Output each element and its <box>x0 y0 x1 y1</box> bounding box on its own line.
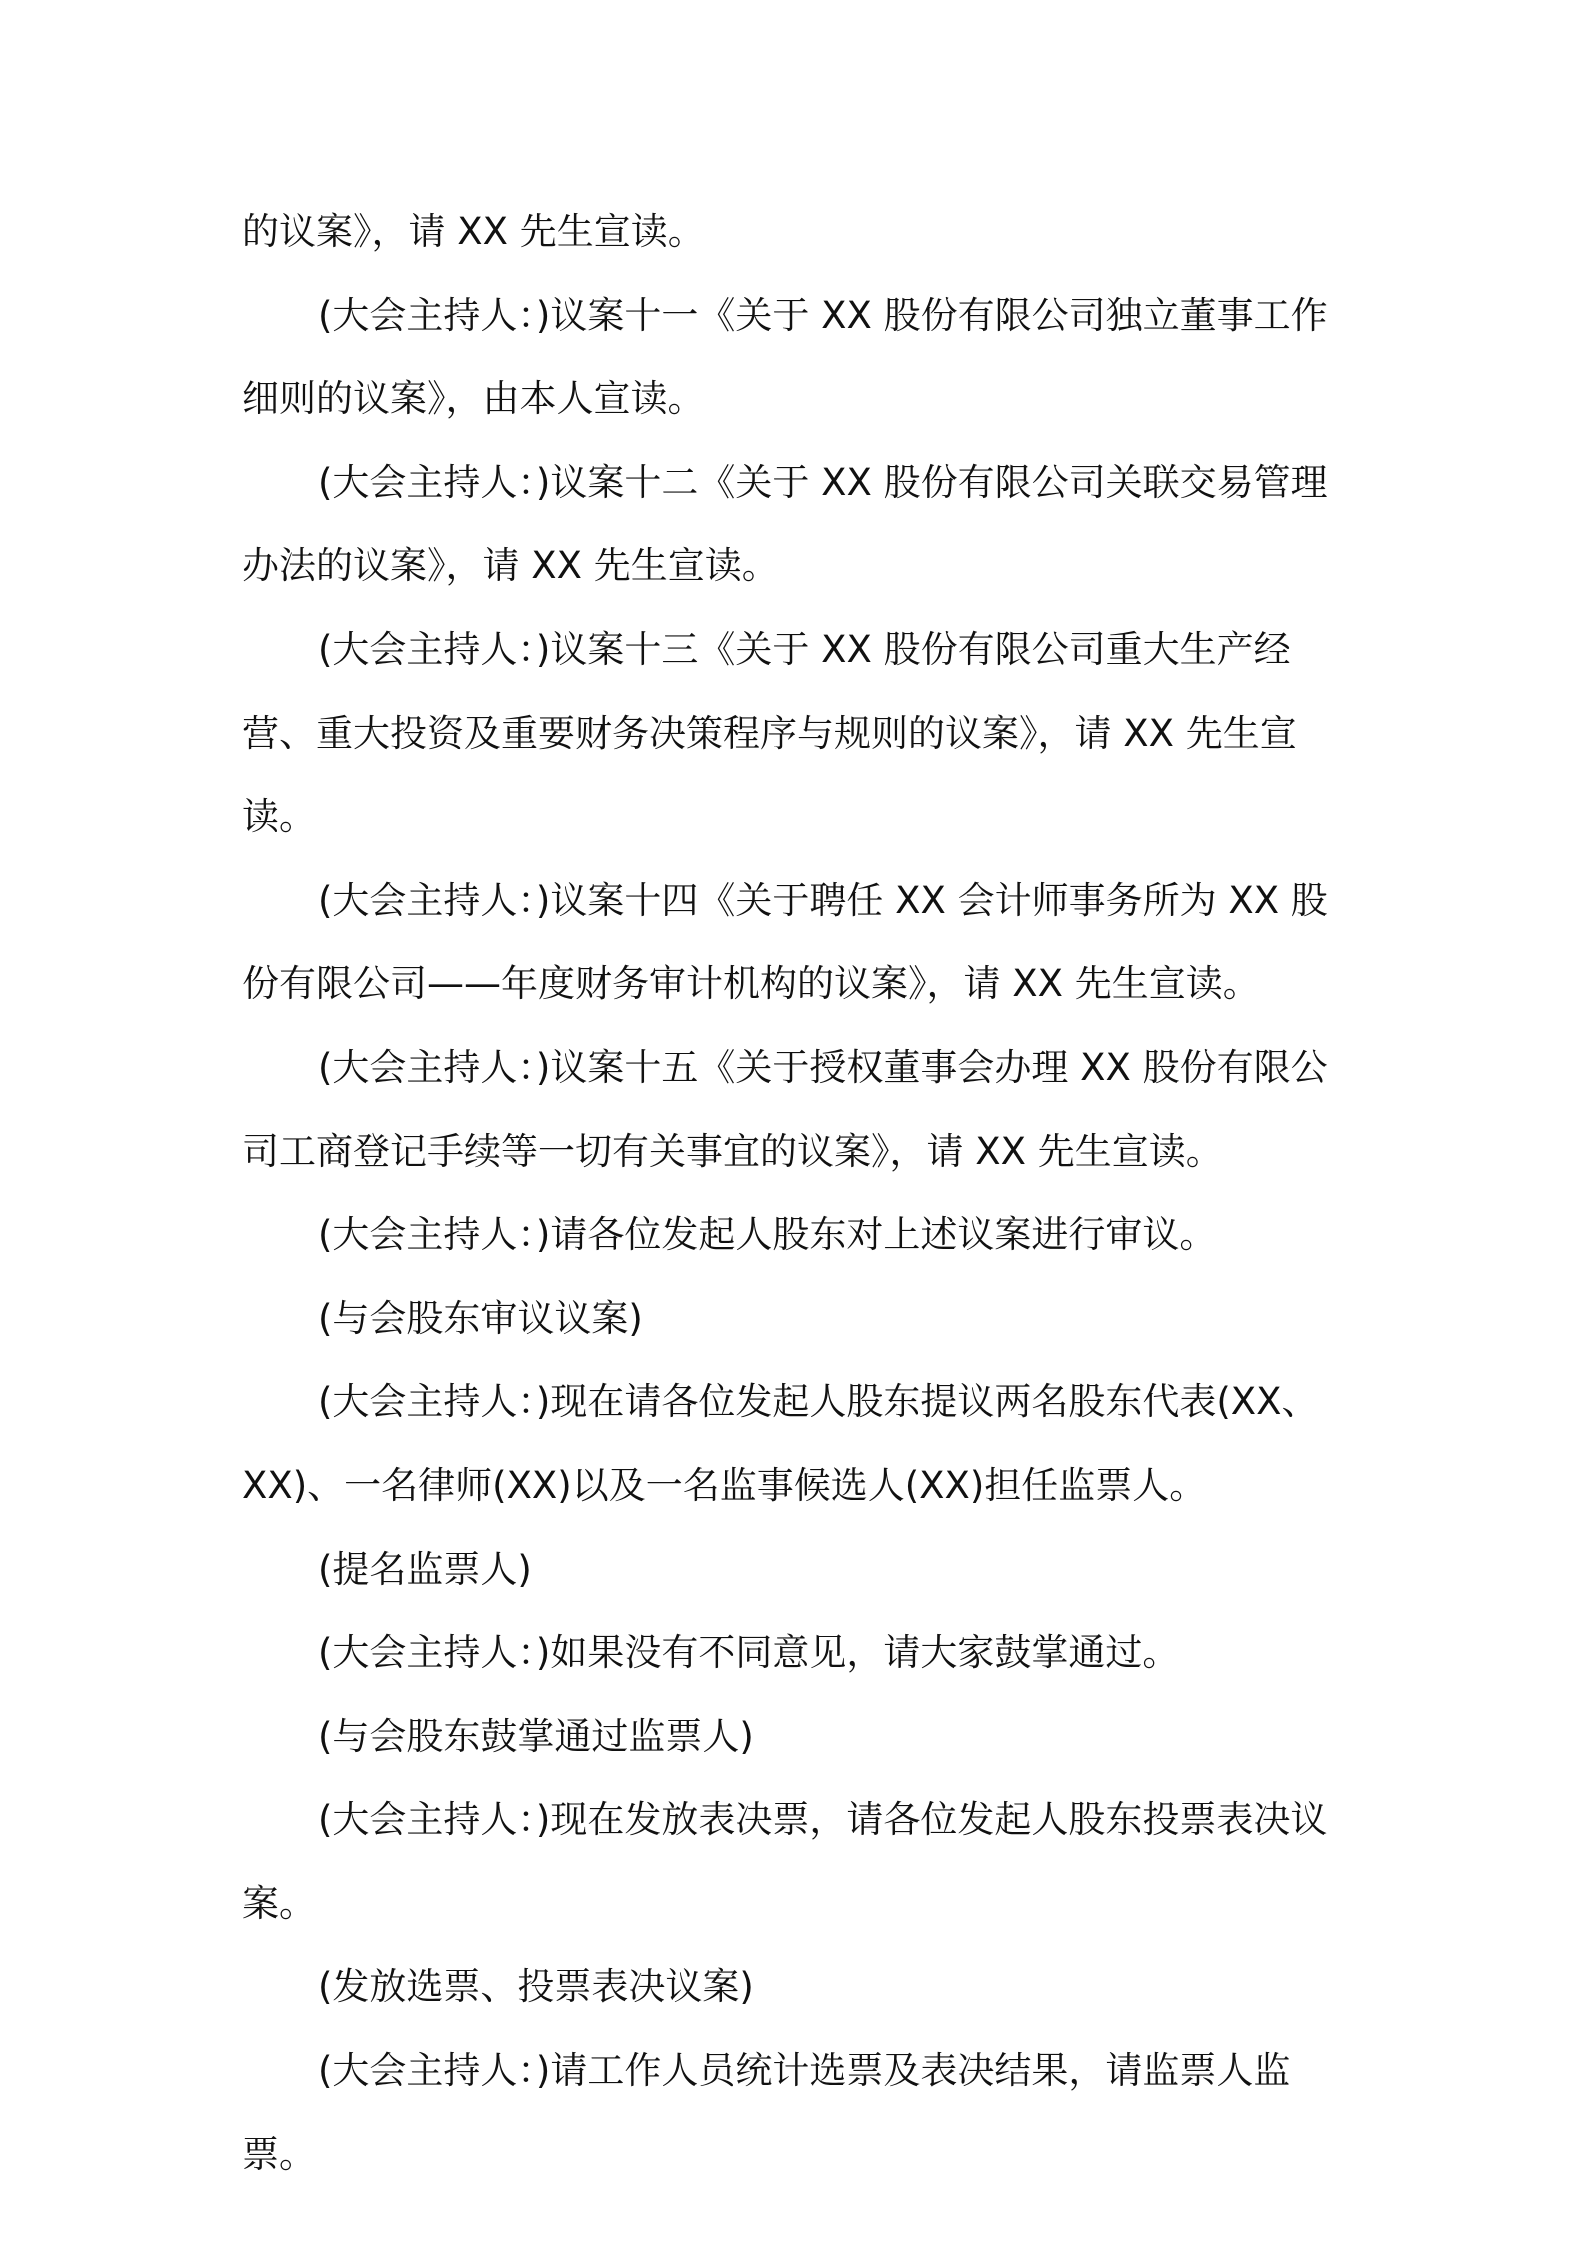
document-body <box>242 190 1362 2196</box>
paragraph: (发放选票、投票表决议案) <box>318 1965 754 2009</box>
paragraph: (大会主持人：)请工作人员统计选票及表决结果，请监票人监票。 <box>242 2049 1291 2176</box>
paragraph: (与会股东鼓掌通过监票人) <box>318 1714 754 1758</box>
paragraph: (大会主持人：)议案十五《关于授权董事会办理 XX 股份有限公司工商登记手续等一切有关事宜的议案》，请 XX 先生宣读。 <box>242 1045 1328 1173</box>
paragraph: 的议案》，请 XX 先生宣读。 <box>242 210 705 253</box>
paragraph: (大会主持人：)议案十三《关于 XX 股份有限公司重大生产经营、重大投资及重要财务决策程序与规则的议案》，请 XX 先生宣读。 <box>242 627 1297 839</box>
paragraph: (大会主持人：)议案十一《关于 XX 股份有限公司独立董事工作细则的议案》，由本人宣读。 <box>242 293 1328 421</box>
paragraph: (大会主持人：)现在请各位发起人股东提议两名股东代表(XX、XX)、一名律师(XX)以及一名监事候选人(XX)担任监票人。 <box>242 1380 1319 1507</box>
paragraph: (大会主持人：)议案十四《关于聘任 XX 会计师事务所为 XX 股份有限公司——年度财务审计机构的议案》，请 XX 先生宣读。 <box>242 878 1328 1006</box>
paragraph: (大会主持人：)议案十二《关于 XX 股份有限公司关联交易管理办法的议案》，请 XX 先生宣读。 <box>242 460 1328 588</box>
paragraph: (与会股东审议议案) <box>318 1296 643 1340</box>
paragraph: (大会主持人：)现在发放表决票，请各位发起人股东投票表决议案。 <box>242 1798 1328 1925</box>
paragraph: (大会主持人：)请各位发起人股东对上述议案进行审议。 <box>318 1213 1217 1257</box>
paragraph: (大会主持人：)如果没有不同意见，请大家鼓掌通过。 <box>318 1631 1180 1675</box>
paragraph: (提名监票人) <box>318 1547 532 1591</box>
